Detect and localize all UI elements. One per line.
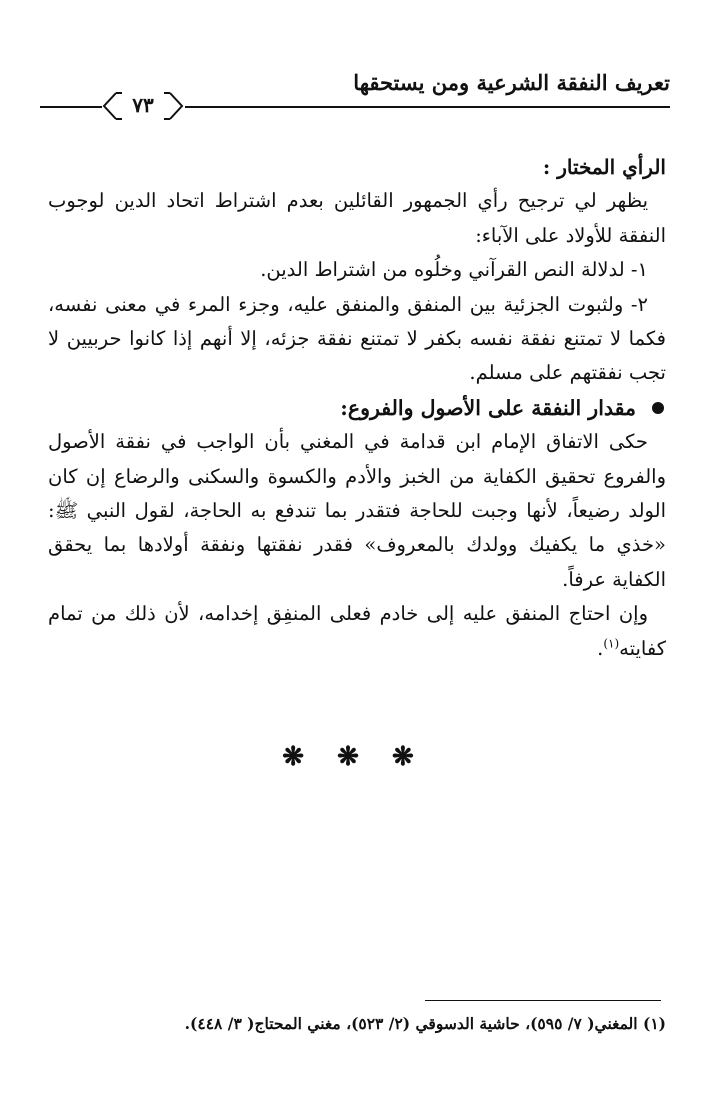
running-title: تعريف النفقة الشرعية ومن يستحقها [353,70,670,95]
section-heading-amount [48,391,666,425]
page-number-ornament [102,92,184,120]
paragraph-servant-text: وإن احتاج المنفق عليه إلى خادم فعلى المنفِق إخدامه، لأن ذلك من تمام كفايته [48,602,666,660]
footnote: (١) المغني( ٧/ ٥٩٥)، حاشية الدسوقي (٢/ ٥٢٣)، مغني المحتاج( ٣/ ٤٤٨). [184,1014,666,1033]
page-header [40,70,670,117]
footnote-reference[interactable]: (١) [603,636,620,651]
main-text [48,150,666,666]
paragraph-reason-2: ٢- ولثبوت الجزئية بين المنفق والمنفق عليه، وجزء المرء في معنى نفسه، فكما لا تمتنع نفقة نفسه بكفر لا تمتنع نفقة جزئه، إلا أنهم إذا كانوا حربيين لا تجب نفقتهم على مسلم. [48,292,666,385]
footnote-rule [425,1000,661,1001]
paragraph-ibn-qudama: حكى الاتفاق الإمام ابن قدامة في المغني بأن الواجب في نفقة الأصول والفروع تحقيق الكفاية من الخبز والأدم والكسوة والسكنى والرضاع إن كان الولد رضيعاً، لأنها وجبت للحاجة فتقدر بما تندفع به الحاجة، لقول النبي ﷺ: «خذي ما يكفيك وولدك بالمعروف» فقدر نفقتها ونفقة أولادها بما يحقق الكفاية عرفاً. [48,430,666,591]
section-heading-amount-text: مقدار النفقة على الأصول والفروع: [340,395,636,420]
header-rule-left [40,106,102,108]
page-number: ٧٣ [132,93,154,117]
section-separator: ❋ ❋ ❋ [282,742,426,772]
paragraph-intro: يظهر لي ترجيح رأي الجمهور القائلين بعدم اشتراط اتحاد الدين لوجوب النفقة للأولاد على الآباء: [48,189,666,247]
header-rule [185,106,670,108]
bullet-icon [652,402,664,414]
paragraph-servant-end: . [597,636,604,660]
paragraph-servant [48,597,666,666]
section-heading-chosen-opinion: الرأي المختار : [542,155,666,179]
paragraph-reason-1: ١- لدلالة النص القرآني وخلُوه من اشتراط الدين. [260,258,648,282]
